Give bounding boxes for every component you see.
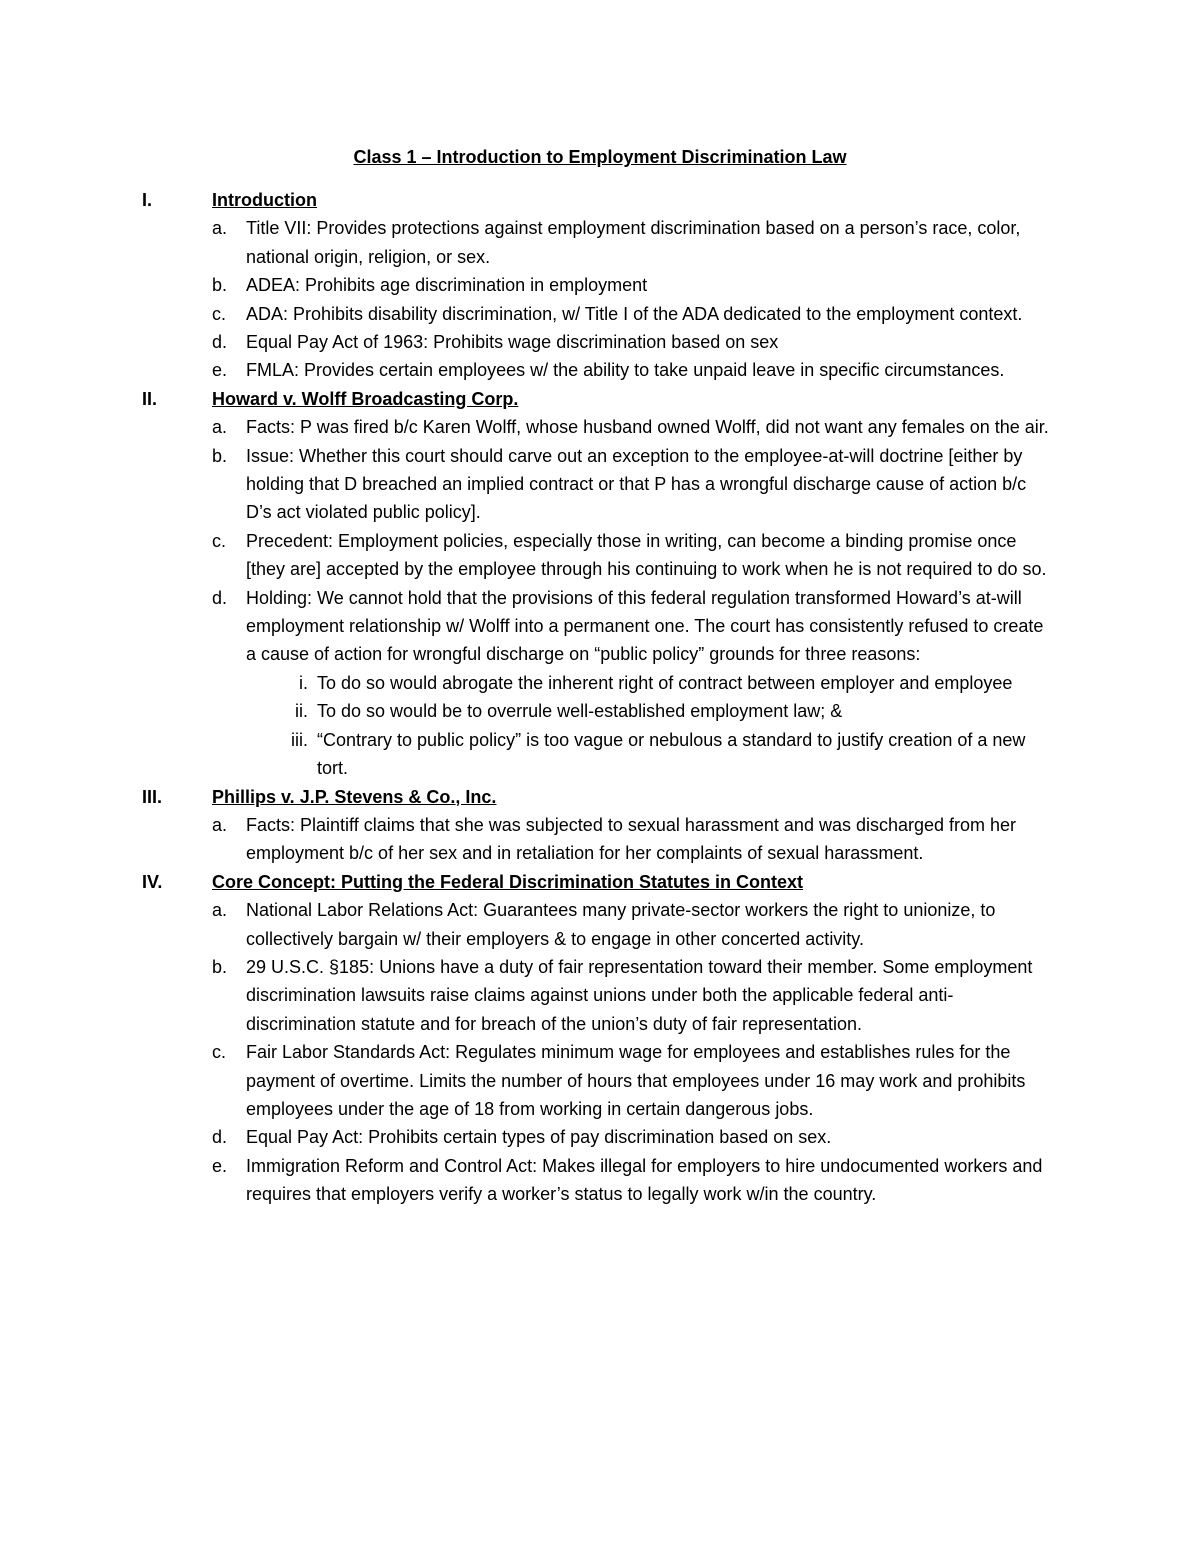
item-text: ADA: Prohibits disability discrimination, w/ Title I of the ADA dedicated to the employment context. (246, 303, 1023, 324)
subitem-text: “Contrary to public policy” is too vague or nebulous a standard to justify creation of a new tort. (317, 729, 1026, 779)
outline-item (142, 300, 1052, 328)
section-heading-row (142, 385, 1052, 413)
document-title: Class 1 – Introduction to Employment Discrimination Law (353, 147, 847, 167)
section-numeral: I. (142, 190, 153, 210)
subitem-numeral: i. (299, 672, 308, 693)
item-text: Facts: Plaintiff claims that she was subjected to sexual harassment and was discharged from her employment b/c of her sex and in retaliation for her complaints of sexual harassment. (246, 814, 1017, 864)
section-heading: Introduction (212, 190, 317, 210)
item-letter: b. (212, 275, 228, 296)
section-heading: Core Concept: Putting the Federal Discrimination Statutes in Context (212, 871, 804, 892)
item-text: National Labor Relations Act: Guarantees many private-sector workers the right to unionize, to collectively bargain w/ their employers & to engage in other concerted activity. (246, 900, 996, 949)
item-letter: c. (212, 530, 227, 551)
outline-item (142, 356, 1052, 384)
item-text: ADEA: Prohibits age discrimination in employment (246, 275, 648, 296)
outline-item (142, 584, 1052, 669)
item-text: Holding: We cannot hold that the provisions of this federal regulation transformed Howard’s at-will employment relationship w/ Wolff into a permanent one. The court has consistently refused to create a cause of action for wrongful discharge on “public policy” grounds for three reasons: (246, 587, 1044, 665)
outline-item (142, 271, 1052, 299)
item-text: Facts: P was fired b/c Karen Wolff, whose husband owned Wolff, did not want any females on the air. (246, 417, 1049, 438)
item-text: FMLA: Provides certain employees w/ the ability to take unpaid leave in specific circumstances. (246, 360, 1005, 381)
section-heading: Howard v. Wolff Broadcasting Corp. (212, 388, 519, 409)
outline-item (142, 953, 1052, 1038)
subitem-numeral: ii. (295, 701, 308, 722)
outline-section (142, 186, 1052, 385)
item-text: Equal Pay Act: Prohibits certain types of pay discrimination based on sex. (246, 1127, 832, 1148)
subitem-text: To do so would be to overrule well-established employment law; & (317, 701, 843, 722)
section-heading-row (142, 783, 1052, 811)
outline-subitem (142, 669, 1052, 697)
section-heading: Phillips v. J.P. Stevens & Co., Inc. (212, 786, 497, 807)
section-numeral: III. (142, 786, 163, 807)
section-numeral: IV. (142, 871, 163, 892)
outline-section (142, 783, 1052, 868)
item-letter: b. (212, 956, 228, 977)
outline-section (142, 385, 1052, 783)
item-letter: c. (212, 1042, 227, 1063)
outline-item (142, 413, 1052, 441)
item-text: Equal Pay Act of 1963: Prohibits wage discrimination based on sex (246, 332, 779, 353)
outline-item (142, 1038, 1052, 1123)
item-text: Title VII: Provides protections against employment discrimination based on a person’s race, color, national origin, religion, or sex. (246, 218, 1021, 267)
item-letter: d. (212, 332, 228, 353)
item-letter: c. (212, 303, 227, 324)
outline-item (142, 214, 1052, 271)
outline-subitem (142, 697, 1052, 725)
outline-item (142, 811, 1052, 868)
item-letter: a. (212, 814, 228, 835)
section-heading-row (142, 868, 1052, 896)
outline-section (142, 868, 1052, 1209)
outline-item (142, 328, 1052, 356)
item-letter: a. (212, 900, 228, 921)
subitem-text: To do so would abrogate the inherent right of contract between employer and employee (317, 672, 1013, 693)
item-text: 29 U.S.C. §185: Unions have a duty of fair representation toward their member. Some employment discrimination lawsuits raise claims against unions under both the applicable federal anti-discrimination statute and for breach of the union’s duty of fair representation. (246, 956, 1033, 1034)
item-text: Fair Labor Standards Act: Regulates minimum wage for employees and establishes rules for the payment of overtime. Limits the number of hours that employees under 16 may work and prohibits employees under the age of 18 from working in certain dangerous jobs. (246, 1042, 1026, 1119)
outline-subitem (142, 726, 1052, 783)
outline-item (142, 1152, 1052, 1209)
outline-item (142, 1123, 1052, 1151)
outline-item (142, 896, 1052, 953)
item-text: Issue: Whether this court should carve out an exception to the employee-at-will doctrine [either by holding that D breached an implied contract or that P has a wrongful discharge cause of action b/c D’s act violated public policy]. (246, 445, 1027, 523)
section-numeral: II. (142, 388, 158, 409)
item-letter: e. (212, 360, 228, 381)
subitem-numeral: iii. (291, 729, 308, 750)
outline-item (142, 442, 1052, 527)
item-letter: d. (212, 587, 228, 608)
outline (142, 186, 1052, 1209)
item-text: Immigration Reform and Control Act: Makes illegal for employers to hire undocumented workers and requires that employers verify a worker’s status to legally work w/in the country. (246, 1155, 1043, 1205)
item-letter: e. (212, 1155, 228, 1176)
item-letter: b. (212, 445, 228, 466)
item-letter: a. (212, 218, 228, 239)
outline-item (142, 527, 1052, 584)
section-heading-row (142, 186, 1052, 214)
item-letter: d. (212, 1127, 228, 1148)
item-text: Precedent: Employment policies, especially those in writing, can become a binding promise once [they are] accepted by the employee through his continuing to work when he is not required to do so. (246, 530, 1047, 580)
item-letter: a. (212, 417, 228, 438)
